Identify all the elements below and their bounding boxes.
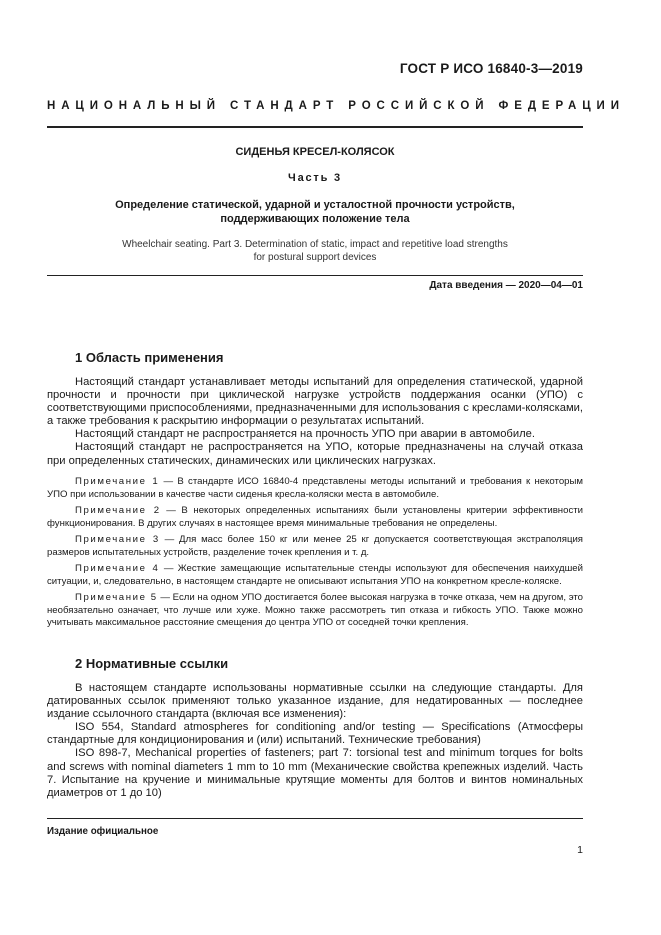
- paragraph: Настоящий стандарт не распространяется на прочность УПО при аварии в автомобиле.: [75, 428, 535, 441]
- note-label: Примечание 3: [75, 534, 160, 545]
- note-4: [47, 563, 583, 588]
- section-1-heading: 1 Область применения: [75, 350, 224, 365]
- paragraph: Настоящий стандарт не распространяется на УПО, которые предназначены на случай отказа при определенных статических, динамических или циклических нагрузках.: [47, 441, 583, 467]
- gost-code: ГОСТ Р ИСО 16840-3—2019: [399, 61, 583, 76]
- top-divider: [47, 126, 583, 128]
- subtitle-line-1: Определение статической, ударной и усталостной прочности устройств,: [115, 199, 515, 211]
- edition-label: Издание официальное: [47, 826, 159, 837]
- note-text: — В стандарте ИСО 16840-4 представлены методы испытаний и требования к некоторым УПО при использовании в качестве части сиденья кресла-коляски места в автомобиле.: [47, 476, 583, 500]
- footer-divider: [47, 818, 583, 819]
- paragraph: Настоящий стандарт устанавливает методы испытаний для определения статической, ударной прочности и прочности при циклической нагрузке устройств поддержания осанки (УПО) с соответствующими приспособлениями, предназначенными для использования с креслами-колясками, а также требования к раскрытию информации о результатах испытаний.: [47, 376, 583, 428]
- paragraph: В настоящем стандарте использованы нормативные ссылки на следующие стандарты. Для датированных ссылок применяют только указанное издание, для недатированных — последнее издание ссылочного стандарта (включая все изменения):: [47, 682, 583, 721]
- note-text: — Для масс более 150 кг или менее 25 кг допускается соответствующая экстраполяция размеров испытательных устройств, разделение точек крепления и т. д.: [47, 534, 583, 558]
- document-subtitle: [47, 198, 583, 226]
- reference-item: ISO 898-7, Mechanical properties of fasteners; part 7: torsional test and minimum torques for bolts and screws with nominal diameters 1 mm to 10 mm (Механические свойства крепежных изделий. Часть 7. Испытание на кручение и минимальные крутящие моменты для болтов и винтов номинальных диаметров от 1 до 10): [47, 747, 583, 799]
- note-text: — В некоторых определенных испытаниях были установлены критерии эффективности функционирования. В других случаях в настоящее время минимальные требования не определены.: [47, 505, 583, 529]
- english-title-line-1: Wheelchair seating. Part 3. Determination of static, impact and repetitive load strengths: [122, 239, 508, 250]
- part-label: Часть 3: [288, 172, 342, 184]
- note-text: — Жесткие замещающие испытательные стенды используют для обеспечения наихудшей ситуации, и, следовательно, в настоящем стандарте не описывают испытания УПО на конкретном кресле-коляске.: [47, 563, 584, 587]
- national-standard-label: НАЦИОНАЛЬНЫЙ СТАНДАРТ РОССИЙСКОЙ ФЕДЕРАЦИИ: [47, 100, 625, 112]
- section-2-heading: 2 Нормативные ссылки: [75, 656, 229, 671]
- note-label: Примечание 5: [75, 592, 158, 603]
- subtitle-line-2: поддерживающих положение тела: [220, 213, 410, 225]
- note-1: [47, 476, 583, 501]
- note-label: Примечание 2: [75, 505, 161, 516]
- section-1-notes: [47, 476, 583, 634]
- note-5: [47, 592, 583, 630]
- title-divider: [47, 275, 583, 276]
- page-number: 1: [577, 844, 583, 856]
- note-label: Примечание 1: [75, 476, 160, 487]
- english-title-line-2: for postural support devices: [253, 252, 377, 263]
- note-text: — Если на одном УПО достигается более высокая нагрузка в точке отказа, чем на другом, это необязательно означает, что лучше или хуже. Можно также рассмотреть тип отказа и гибкость УПО. Также можно учитывать максимальное расстояние смещения до центра УПО от соседней точки крепления.: [47, 592, 584, 628]
- note-label: Примечание 4: [75, 563, 160, 574]
- english-title: [47, 238, 583, 264]
- document-title: СИДЕНЬЯ КРЕСЕЛ-КОЛЯСОК: [235, 146, 395, 158]
- section-1-body: [47, 376, 583, 468]
- note-3: [47, 534, 583, 559]
- note-2: [47, 505, 583, 530]
- reference-item: ISO 554, Standard atmospheres for conditioning and/or testing — Specifications (Атмосферы стандартные для кондиционирования и (или) испытаний. Технические требования): [47, 721, 583, 747]
- section-2-body: [47, 682, 583, 800]
- date-introduced: Дата введения — 2020—04—01: [429, 280, 583, 291]
